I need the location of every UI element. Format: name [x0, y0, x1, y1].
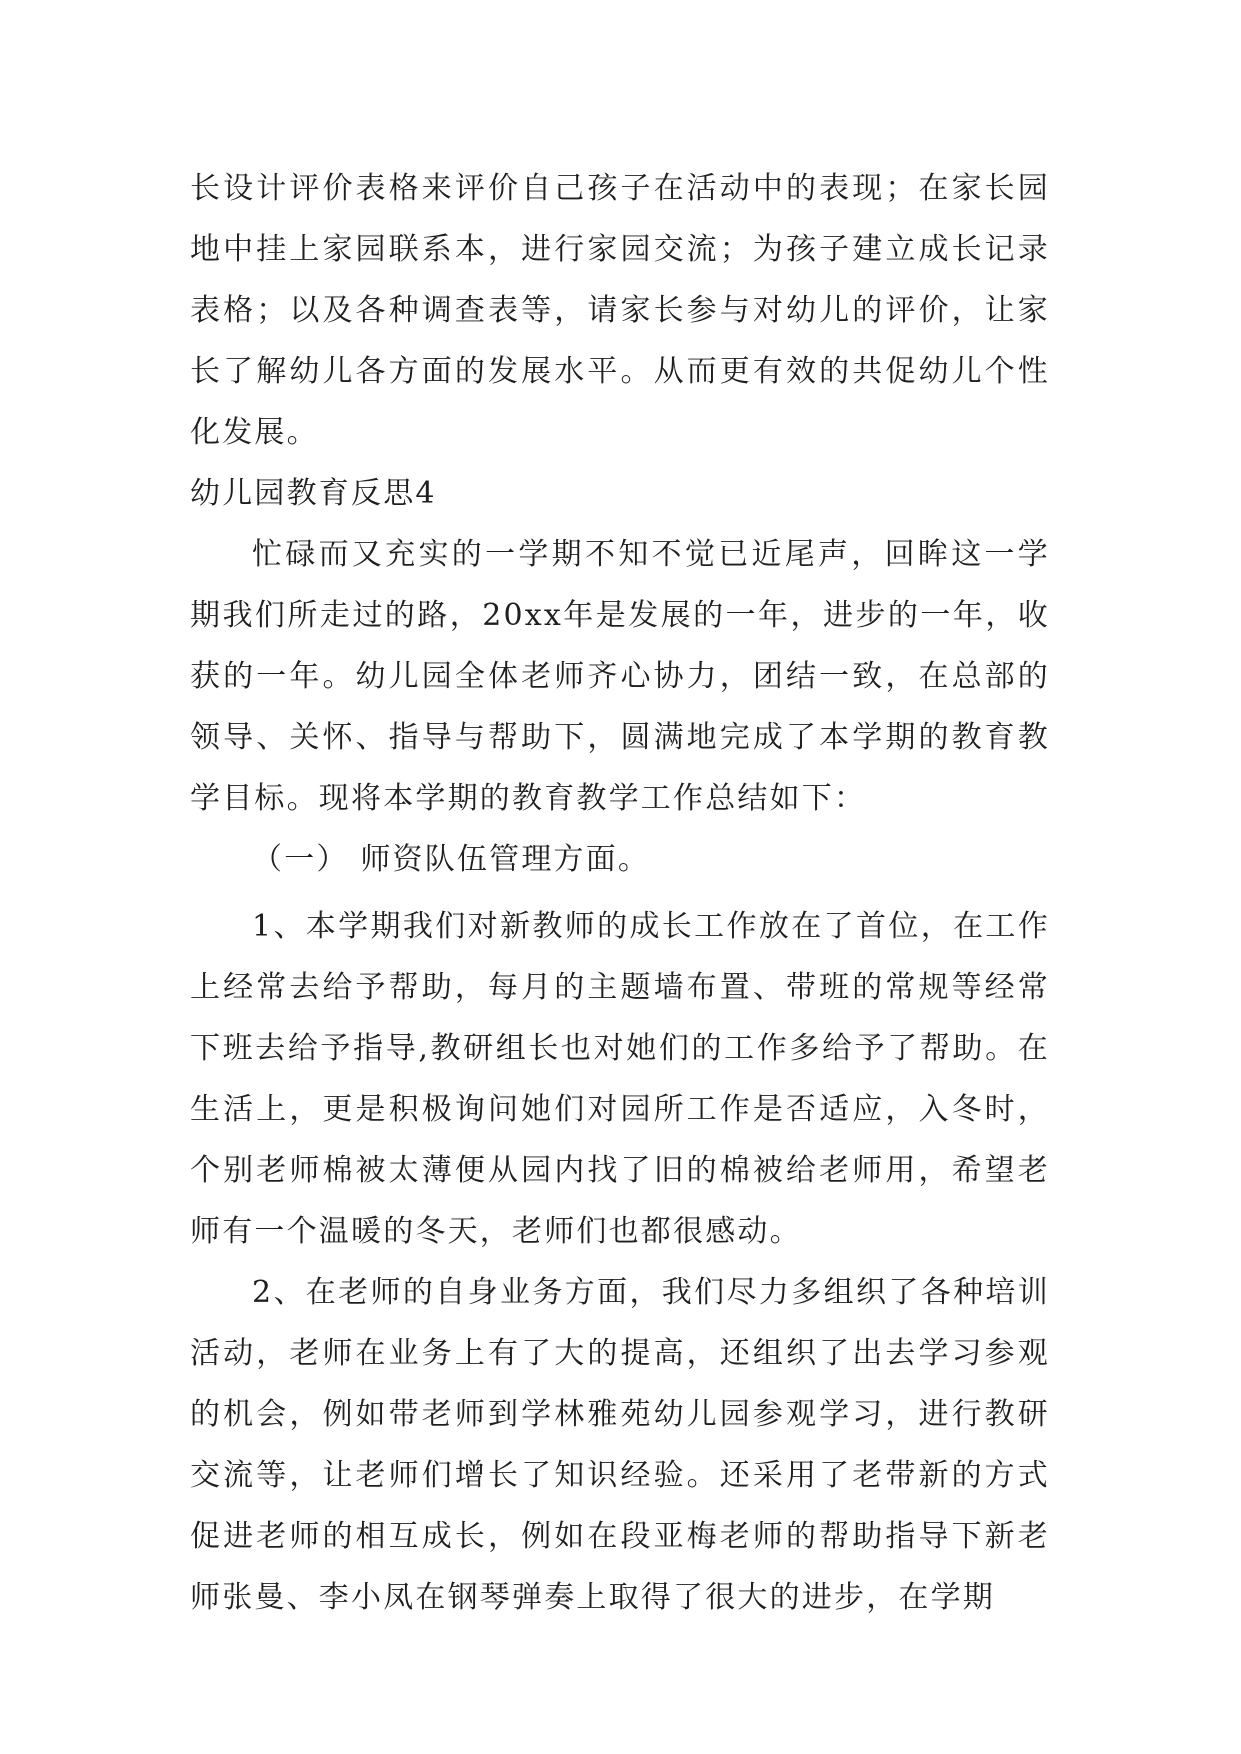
document-body	[190, 158, 1050, 1628]
paragraph-intro: 忙碌而又充实的一学期不知不觉已近尾声，回眸这一学期我们所走过的路，20xx年是发展的一年，进步的一年，收获的一年。幼儿园全体老师齐心协力，团结一致，在总部的领导、关怀、指导与帮助下，圆满地完成了本学期的教育教学目标。现将本学期的教育教学工作总结如下：	[190, 537, 1050, 816]
paragraph-item-1: 1、本学期我们对新教师的成长工作放在了首位，在工作上经常去给予帮助，每月的主题墙布置、带班的常规等经常下班去给予指导,教研组长也对她们的工作多给予了帮助。在生活上，更是积极询问她们对园所工作是否适应，入冬时，个别老师棉被太薄便从园内找了旧的棉被给老师用，希望老师有一个温暖的冬天，老师们也都很感动。	[190, 909, 1050, 1249]
sub-heading: （一） 师资队伍管理方面。	[252, 842, 651, 877]
paragraph-continuation: 长设计评价表格来评价自己孩子在活动中的表现；在家长园地中挂上家园联系本，进行家园交流；为孩子建立成长记录表格；以及各种调查表等，请家长参与对幼儿的评价，让家长了解幼儿各方面的发展水平。从而更有效的共促幼儿个性化发展。	[190, 171, 1050, 450]
paragraph-item-2: 2、在老师的自身业务方面，我们尽力多组织了各种培训活动，老师在业务上有了大的提高，还组织了出去学习参观的机会，例如带老师到学林雅苑幼儿园参观学习，进行教研交流等，让老师们增长了知识经验。还采用了老带新的方式促进老师的相互成长，例如在段亚梅老师的帮助指导下新老师张曼、李小凤在钢琴弹奏上取得了很大的进步，在学期	[190, 1275, 1050, 1615]
section-heading: 幼儿园教育反思4	[190, 476, 437, 511]
